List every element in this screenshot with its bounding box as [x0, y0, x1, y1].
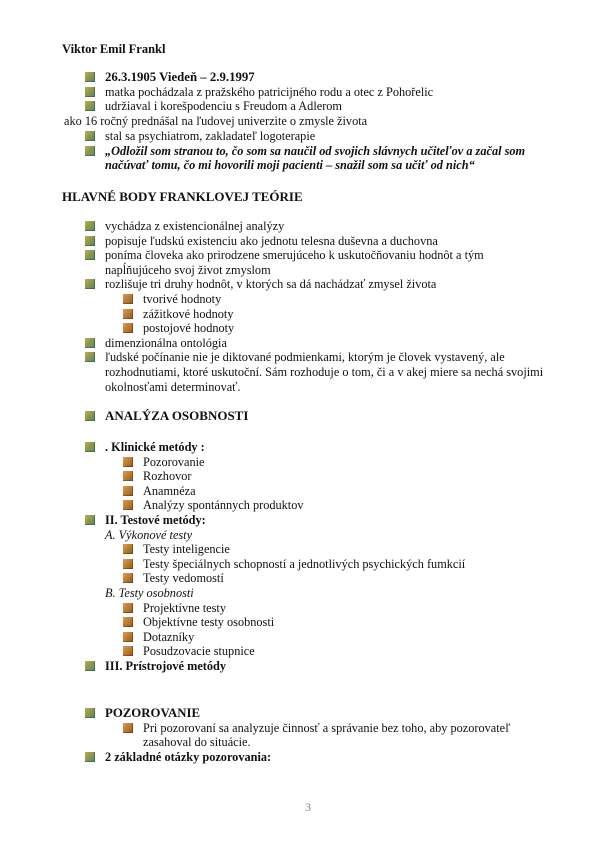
observation-description: Pri pozorovaní sa analyzuje činnosť a správanie bez toho, aby pozorovateľ zasahoval do situácie.	[123, 721, 543, 750]
theory-item: popisuje ľudskú existenciu ako jednotu telesna duševna a duchovna	[85, 234, 555, 249]
observation-list	[85, 706, 543, 764]
page-number: 3	[305, 800, 311, 814]
bio-dates: 26.3.1905 Viedeň – 2.9.1997	[85, 70, 433, 85]
bio-item: udržiaval i korešpodenciu s Freudom a Adlerom	[85, 99, 433, 114]
personality-tests-label: B. Testy osobnosti	[105, 585, 194, 600]
performance-test: Testy špeciálnych schopností a jednotlivých psychických fumkcií	[123, 557, 465, 572]
clinical-method: Rozhovor	[123, 469, 465, 484]
theory-item: dimenzionálna ontológia	[85, 336, 555, 351]
section-heading-analysis: ANALÝZA OSOBNOSTI	[85, 409, 248, 424]
bio-list-2	[85, 129, 545, 173]
personality-test: Objektívne testy osobnosti	[123, 615, 465, 630]
personality-test: Dotazníky	[123, 630, 465, 645]
test-methods-label: II. Testové metódy:	[85, 513, 465, 528]
section-heading-observation: POZOROVANIE	[85, 706, 543, 721]
clinical-method: Pozorovanie	[123, 455, 465, 470]
analysis-list	[85, 440, 465, 674]
clinical-method: Analýzy spontánnych produktov	[123, 498, 465, 513]
theory-item: ľudské počínanie nie je diktované podmienkami, ktorým je človek vystavený, ale rozhodnutiami, ktoré uskutoční. Sám rozhoduje o tom, či a v akej miere sa nechá svojimi okolnosťami determinovať.	[85, 350, 545, 394]
bio-list	[85, 70, 433, 114]
performance-tests-label: A. Výkonové testy	[105, 527, 193, 542]
value-item: zážitkové hodnoty	[123, 307, 555, 322]
bio-item: stal sa psychiatrom, zakladateľ logoterapie	[85, 129, 545, 144]
clinical-method: Anamnéza	[123, 484, 465, 499]
value-item: tvorivé hodnoty	[123, 292, 555, 307]
theory-item: rozlišuje tri druhy hodnôt, v ktorých sa dá nachádzať zmysel života	[85, 277, 555, 292]
performance-test: Testy inteligencie	[123, 542, 465, 557]
theory-item: poníma človeka ako prirodzene smerujúceho k uskutočňovaniu hodnôt a tým napĺňujúceho svoj život zmyslom	[85, 248, 525, 277]
document-title: Viktor Emil Frankl	[62, 42, 166, 56]
instrumental-methods-label: III. Prístrojové metódy	[85, 659, 465, 674]
bio-quote: „Odložil som stranou to, čo som sa naučil od svojich slávnych učiteľov a začal som načúvať tomu, čo mi hovorili moji pacienti – snažil som sa učiť od nich“	[85, 144, 545, 173]
personality-test: Posudzovacie stupnice	[123, 644, 465, 659]
observation-questions: 2 základné otázky pozorovania:	[85, 750, 543, 765]
clinical-methods-label: . Klinické metódy :	[85, 440, 465, 455]
bio-item: matka pochádzala z pražského patricijného rodu a otec z Pohořelic	[85, 85, 433, 100]
section-heading-theory: HLAVNÉ BODY FRANKLOVEJ TEÓRIE	[62, 189, 303, 204]
theory-list	[85, 219, 555, 394]
value-item: postojové hodnoty	[123, 321, 555, 336]
analysis-heading-list	[85, 409, 248, 424]
bio-item-unbulleted: ako 16 ročný prednášal na ľudovej univerzite o zmysle života	[64, 114, 368, 128]
theory-item: vychádza z existencionálnej analýzy	[85, 219, 555, 234]
performance-test: Testy vedomostí	[123, 571, 465, 586]
personality-test: Projektívne testy	[123, 601, 465, 616]
